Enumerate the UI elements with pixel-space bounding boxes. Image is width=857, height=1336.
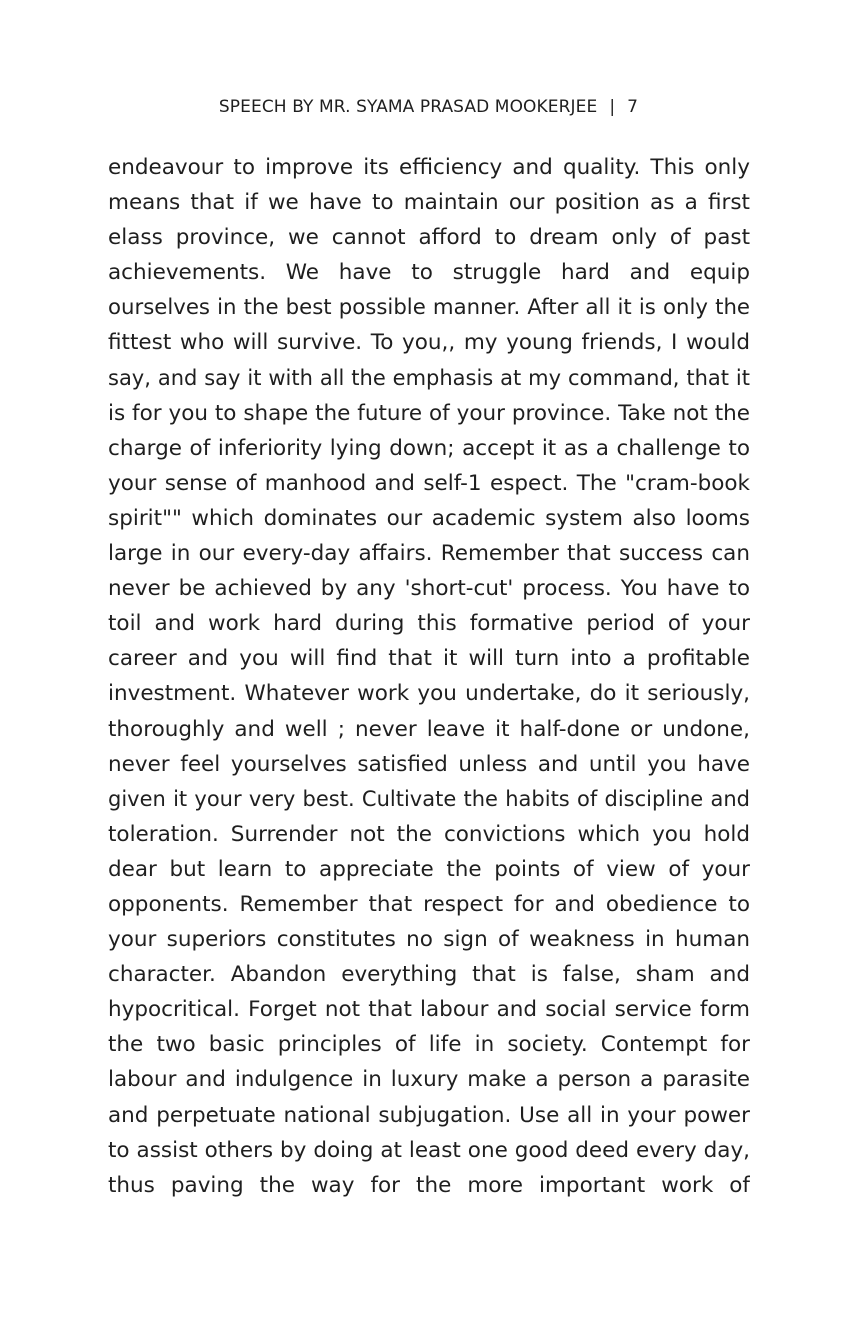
text-line: ourselves in the best possible manner. After all it is only the — [108, 295, 750, 321]
text-line: character. Abandon everything that is false, sham and — [108, 962, 750, 988]
text-line: thoroughly and well ; never leave it half-done or undone, — [108, 716, 750, 742]
text-line: toleration. Surrender not the convictions which you hold — [108, 821, 750, 847]
text-line: fittest who will survive. To you,, my young friends, I would — [108, 330, 750, 356]
text-line: to assist others by doing at least one good deed every day, — [108, 1137, 750, 1163]
text-line: career and you will find that it will turn into a profitable — [108, 646, 750, 672]
text-line: charge of inferiority lying down; accept it as a challenge to — [108, 435, 750, 461]
text-line: your sense of manhood and self-1 espect. The "cram-book — [108, 470, 750, 496]
text-line: never be achieved by any 'short-cut' process. You have to — [108, 576, 750, 602]
header-separator: | — [609, 97, 616, 117]
text-line: and perpetuate national subjugation. Use all in your power — [108, 1102, 750, 1128]
text-line: toil and work hard during this formative period of your — [108, 611, 750, 637]
text-line: achievements. We have to struggle hard and equip — [108, 260, 750, 286]
text-line: given it your very best. Cultivate the habits of discipline and — [108, 786, 750, 811]
text-line: opponents. Remember that respect for and obedience to — [108, 891, 750, 917]
text-line: is for you to shape the future of your province. Take not the — [108, 400, 750, 426]
text-line: endeavour to improve its efficiency and quality. This only — [108, 155, 750, 180]
text-line: hypocritical. Forget not that labour and social service form — [108, 997, 750, 1023]
running-title: SPEECH BY MR. SYAMA PRASAD MOOKERJEE — [218, 97, 598, 117]
body-paragraph — [108, 150, 750, 1203]
running-header — [0, 97, 857, 117]
text-line: investment. Whatever work you undertake, do it seriously, — [108, 681, 750, 707]
page-number: 7 — [627, 97, 639, 117]
text-line: large in our every-day affairs. Remember that success can — [108, 541, 750, 567]
text-line: the two basic principles of life in society. Contempt for — [108, 1032, 750, 1058]
text-line: your superiors constitutes no sign of weakness in human — [108, 927, 750, 953]
text-line: means that if we have to maintain our position as a first — [108, 190, 750, 216]
text-line: labour and indulgence in luxury make a person a parasite — [108, 1067, 750, 1093]
text-line: dear but learn to appreciate the points of view of your — [108, 856, 750, 882]
text-line: elass province, we cannot afford to dream only of past — [108, 225, 750, 251]
text-line: thus paving the way for the more important work of — [108, 1172, 750, 1198]
text-line: never feel yourselves satisfied unless and until you have — [108, 751, 750, 777]
text-line: say, and say it with all the emphasis at my command, that it — [108, 365, 750, 390]
text-line: spirit"" which dominates our academic system also looms — [108, 505, 750, 531]
